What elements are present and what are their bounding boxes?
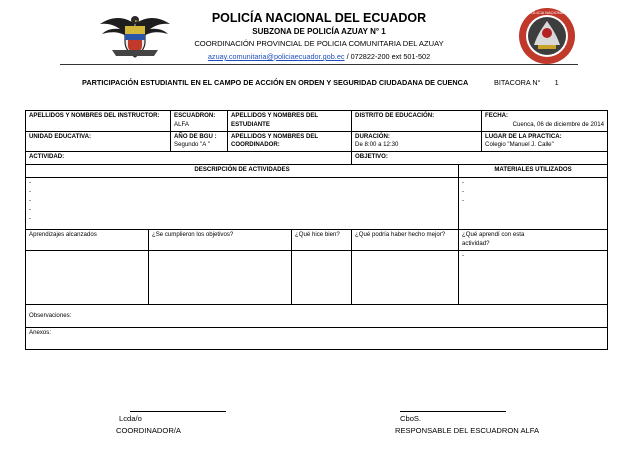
materiales-header: MATERIALES UTILIZADOS [459,165,608,178]
page-title: POLICÍA NACIONAL DEL ECUADOR [211,11,427,25]
aprendizajes-label: Aprendizajes alcanzados [26,230,149,251]
contact-line [0,52,638,61]
observaciones-label: Observaciones: [29,311,72,319]
escuadron-label: ESCUADRON: [174,112,216,119]
hice-bien-field[interactable] [292,251,352,305]
estudiante-cell[interactable] [228,111,352,132]
estudiante-label: APELLIDOS Y NOMBRES DEL ESTUDIANTE [231,112,319,128]
cumplieron-label: ¿Se cumplieron los objetivos? [149,230,292,251]
instructor-cell[interactable] [26,111,171,132]
coordinador-label-2: COORDINADOR: [231,141,280,149]
duracion-value: De 8:00 a 12:30 [355,141,399,149]
aprendi-label-1: ¿Qué aprendí con esta [462,231,525,239]
bitacora-number: 1 [554,78,559,87]
coordinador-label-1: APELLIDOS Y NOMBRES DEL [231,132,319,140]
aprendi-cell [459,230,608,251]
anio-value: Segundo "A " [174,141,210,149]
unidad-label: UNIDAD EDUCATIVA: [29,132,92,140]
distrito-label: DISTRITO DE EDUCACIÓN: [355,112,435,119]
duracion-label: DURACIÓN: [355,132,390,140]
fecha-value: Cuenca, 06 de diciembre de 2014 [512,120,605,128]
email-link[interactable]: azuay.comunitaria@policiaecuador.gob.ec [207,52,345,61]
description-item: - [29,188,32,196]
hice-bien-label: ¿Qué hice bien? [292,230,352,251]
left-signature-role: COORDINADOR/A [116,426,181,435]
phone-text: / 072822-200 ext 501-502 [346,52,431,61]
coordination-line: COORDINACIÓN PROVINCIAL DE POLICIA COMUNITARIA DEL AZUAY [194,39,444,48]
aprendi-value: - [462,252,465,260]
lugar-label: LUGAR DE LA PRACTICA: [485,132,562,140]
bitacora-label-text: BITACORA N° [494,78,541,87]
form-row-instructor [26,111,608,132]
fecha-cell[interactable] [482,111,608,132]
actividad-label: ACTIVIDAD: [29,153,65,161]
form-row-evaluation-values [26,251,608,305]
anexos-cell[interactable] [26,328,608,350]
subzone-subtitle: SUBZONA DE POLICÍA AZUAY N° 1 [252,26,386,37]
lugar-cell[interactable] [482,131,608,152]
escuadron-value: ALFA [174,120,189,128]
coordinador-cell[interactable] [228,131,352,152]
form-row-observaciones [26,305,608,328]
description-item: - [29,205,32,213]
fecha-label: FECHA: [485,112,509,119]
distrito-cell[interactable] [352,111,482,132]
lugar-value: Colegio "Manuel J. Calle" [485,141,554,149]
description-item: - [29,214,32,222]
left-signature-line [130,411,226,412]
header-divider [60,64,578,65]
podria-field[interactable] [352,251,459,305]
anio-cell[interactable] [171,131,228,152]
instructor-label: APELLIDOS Y NOMBRES DEL INSTRUCTOR: [29,112,160,119]
anio-label: AÑO DE BGU : [174,132,217,140]
duracion-cell[interactable] [352,131,482,152]
description-item: - [29,179,32,187]
anexos-label: Anexos: [29,329,52,337]
participation-title: PARTICIPACIÓN ESTUDIANTIL EN EL CAMPO DE ACCIÓN EN ORDEN Y SEGURIDAD CIUDADANA DE CUENCA [82,78,469,87]
aprendizajes-field[interactable] [26,251,149,305]
form-row-unidad [26,131,608,152]
form-row-evaluation-headers [26,230,608,251]
form-row-lists [26,178,608,230]
left-signature-name: Lcda/o [119,414,142,423]
svg-text:POLICIA NACIONAL: POLICIA NACIONAL [528,10,566,15]
objetivo-cell[interactable] [352,152,608,165]
material-item: - [462,196,465,204]
right-signature-line [400,411,506,412]
objetivo-label: OBJETIVO: [355,153,388,161]
descripcion-header: DESCRIPCIÓN DE ACTIVIDADES [26,165,459,178]
form-row-anexos [26,328,608,350]
escuadron-cell[interactable] [171,111,228,132]
bitacora-label [494,78,559,87]
log-form-table [25,110,608,350]
aprendi-label-2: actividad? [462,240,490,248]
form-row-section-headers [26,165,608,178]
aprendi-field[interactable] [459,251,608,305]
right-signature-name: CboS. [400,414,422,423]
cumplieron-field[interactable] [149,251,292,305]
material-item: - [462,188,465,196]
right-signature-role: RESPONSABLE DEL ESCUADRON ALFA [395,426,540,435]
unidad-cell[interactable] [26,131,171,152]
description-list[interactable] [26,178,459,230]
material-item: - [462,179,465,187]
observaciones-cell[interactable] [26,305,608,328]
form-row-actividad [26,152,608,165]
actividad-cell[interactable] [26,152,352,165]
materials-list[interactable] [459,178,608,230]
description-item: - [29,196,32,204]
podria-label: ¿Qué podría haber hecho mejor? [352,230,459,251]
